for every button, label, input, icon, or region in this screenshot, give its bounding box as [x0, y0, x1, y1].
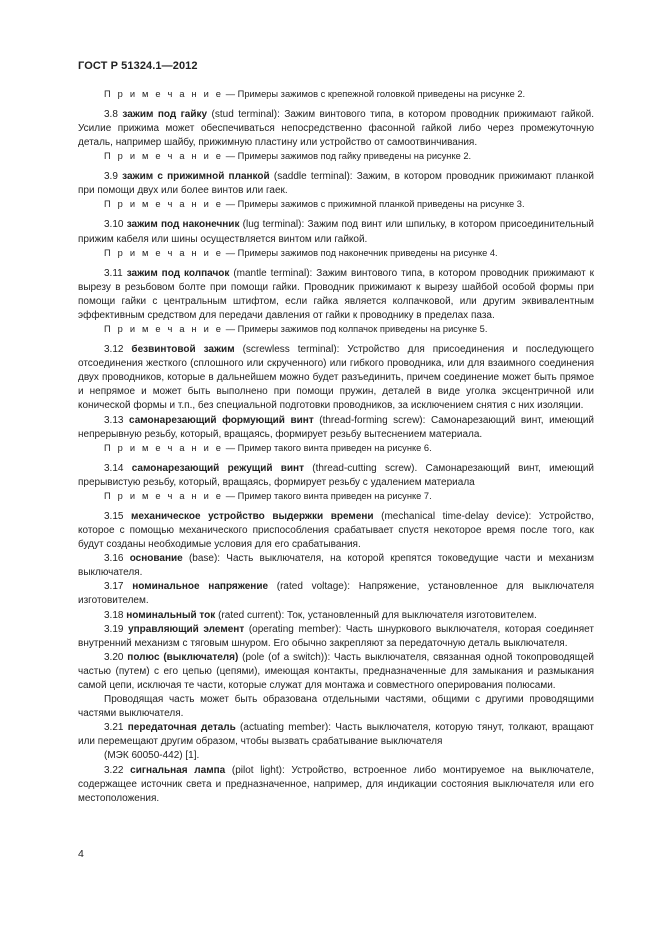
term: зажим под колпачок	[126, 267, 230, 279]
definition-3-15	[78, 510, 594, 552]
definition-3-20-continuation: Проводящая часть может быть образована отдельными частями, общими с другими проводящими частями выключателя.	[78, 694, 594, 720]
clause-number: 3.8	[104, 109, 123, 120]
definition-3-8	[78, 108, 594, 150]
definition-text: (saddle terminal): Зажим, в котором проводник прижимают планкой при помощи двух или более винтов или гаек.	[78, 171, 594, 197]
definition-3-13	[78, 414, 594, 442]
definition-text: (base): Часть выключателя, на которой крепятся токоведущие части и механизм выключателя.	[78, 553, 594, 579]
term: самонарезающий режущий винт	[131, 462, 304, 474]
clause-number: 3.17	[104, 581, 133, 593]
clause-number: 3.10	[104, 219, 127, 231]
term: основание	[129, 553, 183, 565]
note-5	[78, 323, 594, 336]
note-2	[78, 150, 594, 163]
clause-number: 3.9	[104, 171, 123, 183]
term: сигнальная лампа	[130, 764, 226, 776]
definition-3-16	[78, 552, 594, 580]
note-label: П р и м е ч а н и е	[104, 199, 224, 210]
definition-text: (thread-forming screw): Самонарезающий винт, имеющий непрерывную резьбу, который, вращаясь, формирует резьбу вытеснением материала.	[78, 414, 594, 440]
page-number: 4	[78, 848, 84, 860]
term: полюс (выключателя)	[127, 651, 239, 663]
definition-text: (rated current): Ток, установленный для выключателя изготовителем.	[215, 609, 537, 621]
clause-number: 3.18	[104, 609, 127, 621]
definition-3-14	[78, 462, 594, 490]
note-text: — Примеры зажимов под наконечник приведены на рисунке 4.	[223, 247, 498, 258]
note-label: П р и м е ч а н и е	[104, 247, 224, 258]
definition-text: (actuating member): Часть выключателя, которую тянут, толкают, вращают или перемещают другим образом, чтобы вызвать срабатывание выключателя	[78, 722, 594, 748]
note-label: П р и м е ч а н и е	[104, 442, 224, 453]
document-body	[78, 88, 594, 806]
clause-number: 3.15	[104, 510, 132, 522]
term: безвинтовой зажим	[131, 344, 235, 356]
note-1	[78, 88, 594, 101]
definition-text: (rated voltage): Напряжение, установленное для выключателя изготовителем.	[78, 581, 594, 607]
note-text: — Пример такого винта приведен на рисунке 6.	[223, 442, 432, 453]
definition-3-12	[78, 343, 594, 413]
clause-number: 3.22	[104, 764, 131, 776]
note-text: — Примеры зажимов под колпачок приведены на рисунке 5.	[223, 324, 488, 335]
note-text: — Примеры зажимов с прижимной планкой приведены на рисунке 3.	[223, 199, 525, 210]
term: самонарезающий формующий винт	[129, 414, 314, 426]
definition-text: (screwless terminal): Устройство для присоединения и последующего отсоединения жесткого (сплошного или скрученного) или гибкого проводника, или для взаимного соединения двух проводников, которые в дальнейшем можно будет разъединить, причем соединение может быть прямое и непрямое и может быть выполнено при помощи пружин, деталей в виде уголка эксцентричной или конической формы и т.п., без специальной подготовки проводников, за исключением снятия с них изоляции.	[78, 344, 594, 412]
note-7	[78, 490, 594, 503]
term: зажим под гайку	[122, 109, 208, 120]
term: управляющий элемент	[128, 623, 245, 635]
note-3	[78, 198, 594, 211]
term: зажим с прижимной планкой	[122, 171, 270, 183]
definition-3-10	[78, 218, 594, 246]
definition-3-19	[78, 623, 594, 651]
clause-number: 3.14	[104, 462, 132, 474]
note-text: — Примеры зажимов с крепежной головкой приведены на рисунке 2.	[223, 89, 526, 99]
term: номинальный ток	[126, 609, 216, 621]
clause-number: 3.13	[104, 414, 130, 426]
term: номинальное напряжение	[132, 581, 269, 593]
standard-header: ГОСТ Р 51324.1—2012	[78, 60, 198, 72]
definition-3-9	[78, 170, 594, 198]
definition-3-20	[78, 651, 594, 693]
term: зажим под наконечник	[126, 219, 240, 231]
clause-number: 3.12	[104, 344, 132, 356]
definition-3-21	[78, 721, 594, 749]
term: механическое устройство выдержки времени	[131, 510, 374, 522]
definition-text: (pole (of a switch)): Часть выключателя, связанная одной токопроводящей частью (путем) с его цепью (цепями), имеющая контакты, предназначенные для замыкания и размыкания самой цепи, исключая те части, которые служат для монтажа и совместного оперирования полюсами.	[78, 651, 594, 691]
clause-number: 3.19	[104, 623, 129, 635]
definition-text: (lug terminal): Зажим под винт или шпильку, в котором присоединительный прижим кабеля или шины осуществляется винтом или гайкой.	[78, 219, 594, 245]
note-label: П р и м е ч а н и е	[104, 490, 224, 501]
note-4	[78, 247, 594, 260]
definition-text: (pilot light): Устройство, встроенное либо монтируемое на выключателе, содержащее источник света и предназначенное, например, для индикации состояния выключателя или его местоположения.	[78, 764, 594, 804]
clause-number: 3.20	[104, 651, 128, 663]
note-6	[78, 442, 594, 455]
definition-text: (thread-cutting screw). Самонарезающий винт, имеющий прерывистую резьбу, который, вращаясь, формирует резьбу с удалением материала	[78, 462, 594, 488]
term: передаточная деталь	[127, 722, 236, 734]
definition-3-21-reference: (МЭК 60050-442) [1].	[104, 750, 200, 762]
note-label: П р и м е ч а н и е	[104, 151, 224, 162]
definition-3-11	[78, 267, 594, 323]
definition-text: (operating member): Часть шнуркового выключателя, которая соединяет внутренний механизм с тяговым шнуром. Его обычно закрепляют за передаточную деталь выключателя.	[78, 623, 594, 649]
definition-3-22	[78, 764, 594, 806]
clause-number: 3.21	[104, 722, 128, 734]
definition-3-17	[78, 580, 594, 608]
note-label: П р и м е ч а н и е	[104, 324, 224, 335]
note-label: П р и м е ч а н и е	[104, 89, 224, 99]
definition-3-18	[78, 609, 594, 623]
note-text: — Примеры зажимов под гайку приведены на рисунке 2.	[223, 151, 472, 162]
clause-number: 3.11	[104, 267, 127, 279]
clause-number: 3.16	[104, 553, 130, 565]
definition-text: (mantle terminal): Зажим винтового типа, в котором проводник прижимают к вырезу в резьбовом болте при помощи гайки. Проводник прижимают к вырезу шайбой особой формы при помощи гайки с центральным штифтом, если гайка является колпачковой, или другим эквивалентным эффективным средством для передачи давления от гайки к проводнику в пределах паза.	[78, 267, 594, 321]
note-text: — Пример такого винта приведен на рисунке 7.	[223, 490, 432, 501]
definition-text: (mechanical time-delay device): Устройство, которое с помощью механического приспособления срабатывает спустя некоторое время после того, как будут созданы необходимые условия для его срабатывания.	[78, 510, 594, 551]
definition-text: (stud terminal): Зажим винтового типа, в котором проводник прижимают гайкой. Усилие прижима может обеспечиваться непосредственно фасонной гайкой либо через промежуточную деталь, например шайбу, прижимную пластину или устройство от самоотвинчивания.	[78, 109, 594, 149]
